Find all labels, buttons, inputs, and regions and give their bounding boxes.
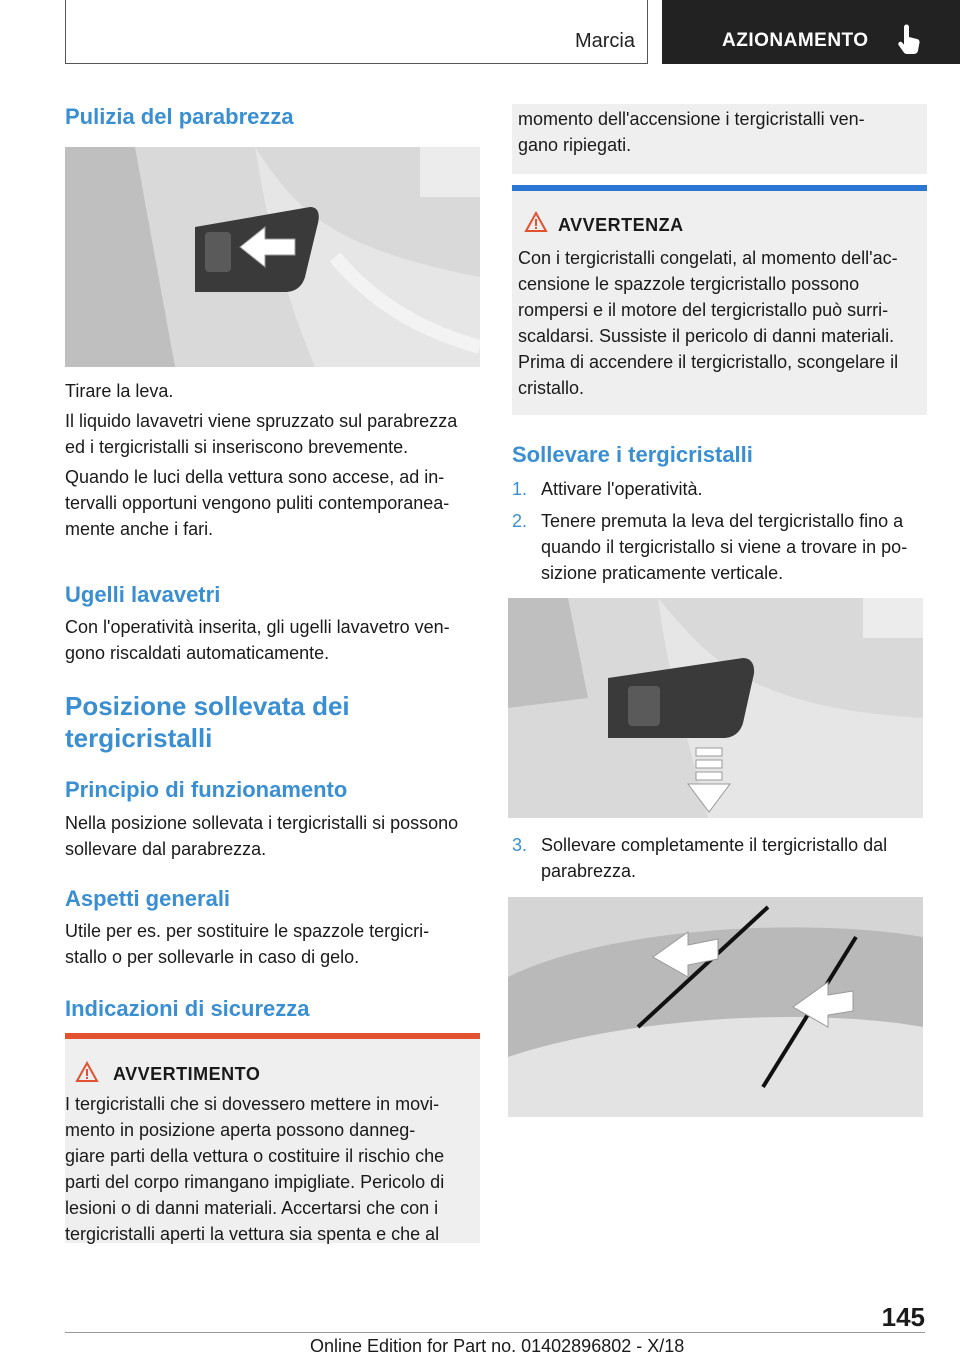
warning-continuation-box	[512, 104, 927, 174]
notice-line: Prima di accendere il tergicristallo, scongelare il	[518, 352, 899, 372]
step-text: sizione praticamente verticale.	[541, 563, 784, 583]
step-text: quando il tergicristallo si viene a trovare in po-	[541, 537, 908, 557]
text-aspetti-1: Utile per es. per sostituire le spazzole tergicri-	[65, 921, 430, 941]
text-principio-1: Nella posizione sollevata i tergicristalli si possono	[65, 813, 459, 833]
header-section: Marcia	[574, 30, 635, 52]
text-luci-1: Quando le luci della vettura sono accese, ad in-	[65, 467, 445, 487]
heading-ugelli: Ugelli lavavetri	[65, 582, 221, 607]
warning-line: mento in posizione aperta possono danneg-	[65, 1120, 416, 1140]
footer-divider	[65, 1332, 925, 1333]
warning-line: I tergicristalli che si dovessero mettere in movi-	[65, 1094, 440, 1114]
notice-line: scaldarsi. Sussiste il pericolo di danni materiali.	[518, 326, 895, 346]
warning-line: lesioni o di danni materiali. Accertarsi che con i	[65, 1198, 439, 1218]
heading-principio: Principio di funzionamento	[65, 777, 348, 802]
heading-pulizia: Pulizia del parabrezza	[65, 104, 294, 129]
warning-line: momento dell'accensione i tergicristalli ven-	[518, 109, 865, 129]
text-luci-3: mente anche i fari.	[65, 519, 214, 539]
step-number: 1.	[512, 479, 528, 499]
text-tirare: Tirare la leva.	[65, 381, 174, 401]
notice-text	[518, 245, 927, 401]
lever-down-image	[508, 598, 923, 818]
notice-line: rompersi e il motore del tergicristallo può surri-	[518, 300, 889, 320]
pointing-hand-icon	[895, 24, 923, 56]
text-liquido-1: Il liquido lavavetri viene spruzzato sul parabrezza	[65, 411, 458, 431]
warning-line: gano ripiegati.	[518, 135, 632, 155]
warning-box	[65, 1039, 480, 1243]
heading-indicazioni: Indicazioni di sicurezza	[65, 996, 310, 1021]
lever-down-illustration	[508, 598, 923, 818]
header-left-box	[65, 0, 648, 64]
notice-line: cristallo.	[518, 378, 585, 398]
step-text: Tenere premuta la leva del tergicristallo fino a	[541, 511, 904, 531]
notice-line: Con i tergicristalli congelati, al momento dell'ac-	[518, 248, 898, 268]
notice-title: AVVERTENZA	[558, 215, 684, 235]
heading-posizione-1: Posizione sollevata dei	[65, 691, 350, 721]
header-chapter: AZIONAMENTO	[722, 30, 869, 51]
step-number: 2.	[512, 511, 528, 531]
footer-edition: Online Edition for Part no. 01402896802 - X/18	[310, 1336, 685, 1356]
page-number: 145	[881, 1302, 925, 1332]
warning-line: parti del corpo rimangano impigliate. Pericolo di	[65, 1172, 445, 1192]
step-number: 3.	[512, 835, 528, 855]
text-principio-2: sollevare dal parabrezza.	[65, 839, 267, 859]
warning-line: tergicristalli aperti la vettura sia spenta e che al	[65, 1224, 440, 1244]
step-text: Attivare l'operatività.	[541, 479, 703, 499]
text-ugelli-1: Con l'operatività inserita, gli ugelli lavavetro ven-	[65, 617, 450, 637]
wipers-raised-image	[508, 897, 923, 1117]
warning-line: giare parti della vettura o costituire il rischio che	[65, 1146, 445, 1166]
warning-triangle-icon	[75, 1061, 99, 1083]
wipers-raised-illustration	[508, 897, 923, 1117]
text-liquido-2: ed i tergicristalli si inseriscono brevemente.	[65, 437, 409, 457]
lever-illustration	[65, 147, 480, 367]
text-aspetti-2: stallo o per sollevarle in caso di gelo.	[65, 947, 360, 967]
heading-sollevare: Sollevare i tergicristalli	[512, 442, 753, 467]
step-text: parabrezza.	[541, 861, 637, 881]
heading-aspetti: Aspetti generali	[65, 886, 231, 911]
heading-posizione-2: tergicristalli	[65, 723, 213, 753]
warning-title: AVVERTIMENTO	[113, 1064, 261, 1084]
text-luci-2: tervalli opportuni vengono puliti contemporanea-	[65, 493, 450, 513]
step-text: Sollevare completamente il tergicristallo dal	[541, 835, 888, 855]
lever-image	[65, 147, 480, 367]
notice-line: censione le spazzole tergicristallo possono	[518, 274, 860, 294]
notice-box	[512, 191, 927, 415]
warning-text	[65, 1091, 480, 1247]
text-ugelli-2: gono riscaldati automaticamente.	[65, 643, 330, 663]
warning-triangle-icon	[524, 211, 548, 233]
